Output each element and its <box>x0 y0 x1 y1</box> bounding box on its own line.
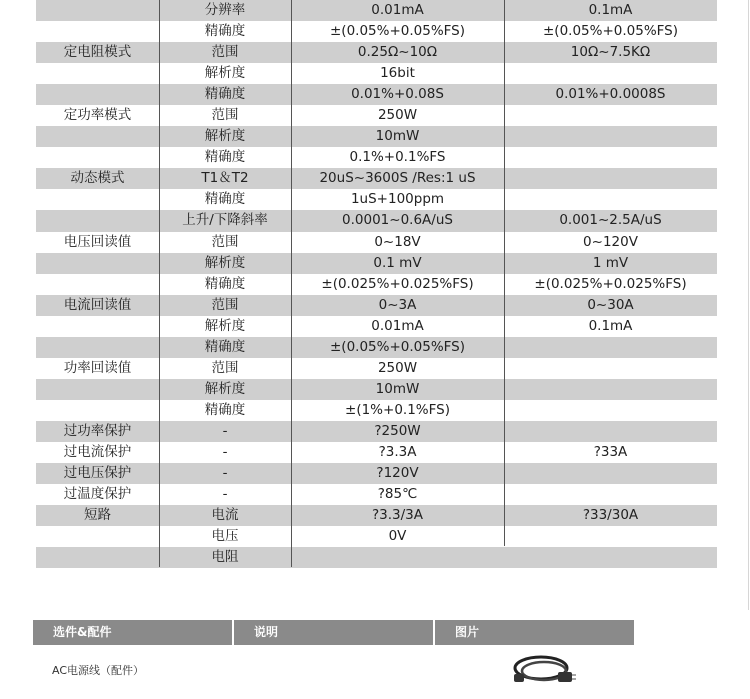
spec-row <box>36 42 717 63</box>
spec-value-high-cell <box>504 189 717 210</box>
spec-mode-cell <box>36 84 159 105</box>
spec-mode-cell <box>36 526 159 547</box>
spec-param-cell: - <box>222 443 228 460</box>
spec-value-high-cell: 10Ω~7.5KΩ <box>570 44 651 61</box>
spec-value-high-cell: 0.1mA <box>588 2 633 18</box>
spec-row <box>36 168 717 189</box>
spec-param-cell: 上升/下降斜率 <box>182 212 268 229</box>
spec-row <box>36 210 717 231</box>
options-header-accessory: 选件&配件 <box>33 620 232 645</box>
spec-row <box>36 400 717 421</box>
spec-row <box>36 484 717 505</box>
spec-value-low-cell: 0.01mA <box>371 2 424 18</box>
spec-row <box>36 337 717 358</box>
spec-mode-cell <box>36 400 159 421</box>
spec-mode-cell <box>36 147 159 168</box>
spec-row <box>36 84 717 105</box>
spec-row <box>36 463 717 484</box>
spec-value-high-cell: 0.001~2.5A/uS <box>559 212 662 229</box>
spec-param-cell: 精确度 <box>204 86 246 103</box>
spec-param-cell: 精确度 <box>204 401 246 418</box>
spec-value-low-cell: ?3.3A <box>378 443 417 460</box>
spec-value-low-cell: 10mW <box>375 128 420 145</box>
spec-param-cell: 范围 <box>211 107 239 124</box>
spec-row <box>36 442 717 463</box>
spec-row <box>36 274 717 295</box>
spec-value-high-cell <box>504 379 717 400</box>
spec-value-low-cell: 0.0001~0.6A/uS <box>342 212 453 229</box>
spec-param-cell: 范围 <box>211 44 239 61</box>
spec-mode-cell: 过电压保护 <box>63 465 132 482</box>
spec-param-cell: 电阻 <box>211 549 239 566</box>
spec-value-high-cell: ?33A <box>593 443 628 460</box>
spec-param-cell: 精确度 <box>204 149 246 166</box>
spec-value-low-cell: ?120V <box>376 465 419 482</box>
spec-value-high-cell <box>504 484 717 505</box>
spec-mode-cell <box>36 63 159 84</box>
spec-mode-cell: 电压回读值 <box>63 233 132 250</box>
spec-value-high-cell: ±(0.05%+0.05%FS) <box>542 23 679 40</box>
spec-mode-cell <box>36 337 159 358</box>
spec-param-cell: 解析度 <box>204 380 246 397</box>
column-divider <box>159 0 160 567</box>
spec-mode-cell <box>36 0 159 21</box>
spec-param-cell: - <box>222 465 228 482</box>
spec-value-low-cell: 250W <box>377 359 418 376</box>
spec-value-low-cell: 0V <box>388 528 407 545</box>
spec-value-high-cell <box>504 337 717 358</box>
spec-param-cell: 精确度 <box>204 275 246 292</box>
spec-value-low-cell: 0~18V <box>374 233 421 250</box>
spec-value-low-cell: 10mW <box>375 380 420 397</box>
spec-param-cell: 解析度 <box>204 128 246 145</box>
spec-row <box>36 0 717 21</box>
spec-value-high-cell: 0~120V <box>583 233 638 250</box>
spec-value-low-cell: ±(1%+0.1%FS) <box>345 401 450 418</box>
spec-param-cell: 精确度 <box>204 338 246 355</box>
spec-mode-cell: 过温度保护 <box>63 486 132 503</box>
spec-param-cell: 解析度 <box>204 65 246 82</box>
spec-param-cell: 范围 <box>211 359 239 376</box>
spec-value-high-cell <box>504 147 717 168</box>
spec-value-low-cell: 0.1 mV <box>373 254 422 271</box>
spec-value-high-cell: ±(0.025%+0.025%FS) <box>534 275 687 292</box>
spec-value-low-cell: 16bit <box>380 65 415 82</box>
options-table-header <box>33 620 634 645</box>
spec-row <box>36 316 717 337</box>
spec-value-high-cell: 0~30A <box>587 296 634 313</box>
spec-value-high-cell: 1 mV <box>592 254 629 271</box>
spec-param-cell: 电压 <box>211 528 239 545</box>
spec-row <box>36 63 717 84</box>
spec-mode-cell: 功率回读值 <box>63 359 132 376</box>
spec-row <box>36 105 717 126</box>
spec-row <box>36 147 717 168</box>
spec-row <box>36 253 717 274</box>
spec-param-cell: 解析度 <box>204 317 246 334</box>
spec-param-cell: - <box>222 422 228 439</box>
spec-mode-cell: 电流回读值 <box>63 296 132 313</box>
spec-value-low-cell: ±(0.05%+0.05%FS) <box>329 338 466 355</box>
options-header-image: 图片 <box>435 620 634 645</box>
spec-param-cell: 解析度 <box>204 254 246 271</box>
spec-param-cell: 电流 <box>211 507 239 524</box>
spec-mode-cell <box>36 253 159 274</box>
options-header-description: 说明 <box>234 620 433 645</box>
spec-row <box>36 547 717 568</box>
spec-row <box>36 358 717 379</box>
spec-mode-cell <box>36 316 159 337</box>
spec-mode-cell <box>36 210 159 231</box>
options-item-name: AC电源线（配件） <box>52 664 145 677</box>
column-divider <box>504 0 505 546</box>
spec-row <box>36 379 717 400</box>
spec-table <box>36 0 717 568</box>
spec-row <box>36 505 717 526</box>
spec-param-cell: T1＆T2 <box>201 170 249 187</box>
spec-mode-cell <box>36 379 159 400</box>
spec-value-high-cell: 0.1mA <box>588 317 633 334</box>
spec-mode-cell <box>36 189 159 210</box>
spec-value-low-cell: ?85℃ <box>377 486 418 503</box>
spec-param-cell: 分辨率 <box>204 2 246 18</box>
spec-row <box>36 295 717 316</box>
spec-param-cell: - <box>222 486 228 503</box>
spec-mode-cell <box>36 547 159 568</box>
spec-mode-cell <box>36 274 159 295</box>
spec-value-high-cell <box>504 463 717 484</box>
spec-param-cell: 范围 <box>211 233 239 250</box>
spec-param-cell: 精确度 <box>204 191 246 208</box>
spec-value-high-cell <box>504 126 717 147</box>
page-edge-line <box>748 0 749 610</box>
spec-value-high-cell <box>504 526 717 547</box>
spec-value-low-cell: 250W <box>377 107 418 124</box>
spec-mode-cell <box>36 21 159 42</box>
column-divider <box>291 0 292 567</box>
spec-mode-cell: 过电流保护 <box>63 443 132 460</box>
power-cable-icon <box>508 650 578 690</box>
spec-value-low-cell: 0.25Ω~10Ω <box>357 44 438 61</box>
spec-mode-cell: 定电阻模式 <box>63 44 132 61</box>
spec-row <box>36 21 717 42</box>
spec-mode-cell: 定功率模式 <box>63 107 132 124</box>
spec-value-high-cell <box>504 168 717 189</box>
spec-param-cell: 精确度 <box>204 23 246 40</box>
spec-value-low-cell: 20uS~3600S /Res:1 uS <box>319 170 476 187</box>
spec-value-high-cell <box>504 547 717 568</box>
spec-value-low-cell: 0.01mA <box>371 317 424 334</box>
spec-value-low-cell: 0~3A <box>378 296 417 313</box>
spec-value-low-cell: 0.1%+0.1%FS <box>349 149 446 166</box>
spec-value-high-cell <box>504 63 717 84</box>
spec-value-high-cell: ?33/30A <box>582 507 639 524</box>
spec-row <box>36 189 717 210</box>
spec-value-high-cell <box>504 358 717 379</box>
spec-value-high-cell <box>504 421 717 442</box>
spec-value-low-cell: 0.01%+0.08S <box>351 86 444 103</box>
spec-value-low-cell <box>291 547 504 568</box>
spec-value-high-cell <box>504 400 717 421</box>
spec-value-low-cell: 1uS+100ppm <box>350 191 445 208</box>
spec-value-low-cell: ?3.3/3A <box>371 507 423 524</box>
spec-row <box>36 421 717 442</box>
spec-value-low-cell: ?250W <box>374 422 421 439</box>
spec-value-low-cell: ±(0.05%+0.05%FS) <box>329 23 466 40</box>
spec-mode-cell: 过功率保护 <box>63 422 132 439</box>
spec-mode-cell: 动态模式 <box>70 170 125 187</box>
spec-mode-cell: 短路 <box>84 507 111 524</box>
spec-row <box>36 126 717 147</box>
spec-row <box>36 526 717 547</box>
spec-value-high-cell: 0.01%+0.0008S <box>555 86 666 103</box>
spec-mode-cell <box>36 126 159 147</box>
spec-param-cell: 范围 <box>211 296 239 313</box>
spec-value-low-cell: ±(0.025%+0.025%FS) <box>321 275 474 292</box>
spec-value-high-cell <box>504 105 717 126</box>
spec-row <box>36 232 717 253</box>
